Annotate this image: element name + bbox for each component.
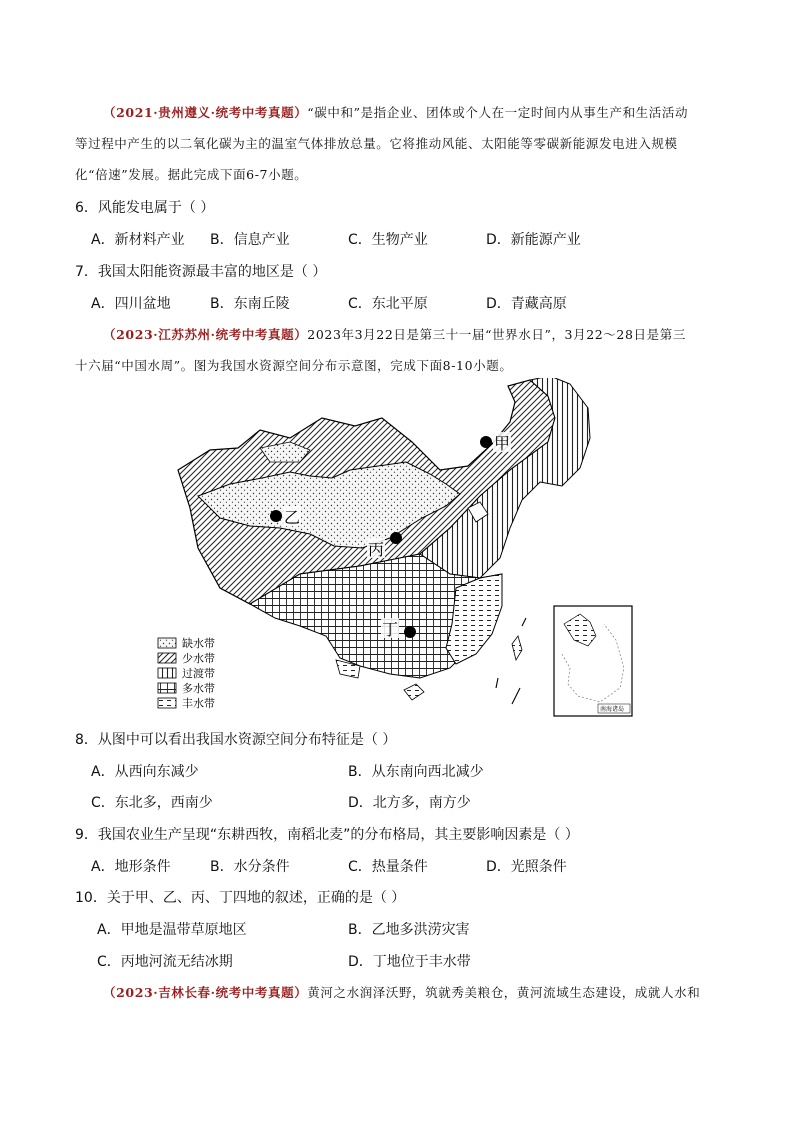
label-jia: 甲 xyxy=(494,434,511,453)
q8-option-a[interactable]: A．从西向东减少 xyxy=(91,764,199,780)
question-8-stem: 8．从图中可以看出我国水资源空间分布特征是（ ） xyxy=(75,732,397,748)
legend-little: 少水带 xyxy=(182,652,215,665)
inset-label: 南海诸岛 xyxy=(600,706,625,713)
south-sea-inset xyxy=(554,606,632,716)
q9-option-d[interactable]: D．光照条件 xyxy=(486,859,567,875)
passage-3-line-1 xyxy=(103,983,700,1001)
legend-transition: 过渡带 xyxy=(182,667,215,680)
q6-option-c[interactable]: C．生物产业 xyxy=(348,232,428,248)
q10-option-c[interactable]: C．丙地河流无结冰期 xyxy=(97,954,233,970)
passage-1-line-3: 化“倍速”发展。据此完成下面6-7小题。 xyxy=(75,167,308,182)
passage-2-line-1 xyxy=(103,325,686,343)
q6-option-d[interactable]: D．新能源产业 xyxy=(486,232,581,248)
china-water-resource-map xyxy=(150,378,640,720)
q7-option-d[interactable]: D．青藏高原 xyxy=(486,296,567,312)
place-jia xyxy=(480,432,511,453)
q8-option-b[interactable]: B．从东南向西北减少 xyxy=(348,764,484,780)
q7-option-c[interactable]: C．东北平原 xyxy=(348,296,428,312)
passage-1-line-2: 等过程中产生的以二氧化碳为主的温室气体排放总量。它将推动风能、太阳能等零碳新能源发电进入规模 xyxy=(75,136,678,151)
q7-option-a[interactable]: A．四川盆地 xyxy=(91,296,171,312)
passage-1-text-1: “碳中和”是指企业、团体或个人在一定时间内从事生产和生活活动 xyxy=(307,105,689,120)
q10-option-b[interactable]: B．乙地多洪涝灾害 xyxy=(348,922,470,938)
q6-option-b[interactable]: B．信息产业 xyxy=(210,232,290,248)
source-tag-3: （2023·吉林长春·统考中考真题） xyxy=(103,985,308,1000)
q9-option-b[interactable]: B．水分条件 xyxy=(210,859,290,875)
q7-option-b[interactable]: B．东南丘陵 xyxy=(210,296,290,312)
question-10-stem: 10．关于甲、乙、丙、丁四地的叙述，正确的是（ ） xyxy=(75,890,406,906)
q9-option-c[interactable]: C．热量条件 xyxy=(348,859,428,875)
q9-option-a[interactable]: A．地形条件 xyxy=(91,859,171,875)
map-legend xyxy=(158,636,215,710)
label-bing: 丙 xyxy=(368,540,385,559)
question-9-stem: 9．我国农业生产呈现“东耕西牧，南稻北麦”的分布格局，其主要影响因素是（ ） xyxy=(75,827,579,843)
question-6-stem: 6．风能发电属于（ ） xyxy=(75,200,215,216)
passage-2-line-2: 十六届“中国水周”。图为我国水资源空间分布示意图，完成下面8-10小题。 xyxy=(75,358,513,373)
passage-2-text-1: 2023年3月22日是第三十一届“世界水日”，3月22～28日是第三 xyxy=(307,327,686,342)
passage-3-text-1: 黄河之水润泽沃野，筑就秀美粮仓，黄河流域生态建设，成就人水和 xyxy=(307,985,701,1000)
legend-much: 多水带 xyxy=(182,682,215,695)
q8-option-d[interactable]: D．北方多，南方少 xyxy=(348,795,471,811)
q10-option-a[interactable]: A．甲地是温带草原地区 xyxy=(97,922,247,938)
label-ding: 丁 xyxy=(382,620,399,639)
source-tag-1: （2021·贵州遵义·统考中考真题） xyxy=(103,105,308,120)
q6-option-a[interactable]: A．新材料产业 xyxy=(91,232,185,248)
question-7-stem: 7．我国太阳能资源最丰富的地区是（ ） xyxy=(75,264,327,280)
q10-option-d[interactable]: D．丁地位于丰水带 xyxy=(348,954,471,970)
legend-lack: 缺水带 xyxy=(182,637,215,650)
label-yi: 乙 xyxy=(284,508,301,527)
map-svg xyxy=(150,378,640,720)
legend-rich: 丰水带 xyxy=(182,697,215,710)
passage-1-line-1 xyxy=(103,103,688,121)
source-tag-2: （2023·江苏苏州·统考中考真题） xyxy=(103,327,308,342)
q8-option-c[interactable]: C．东北多，西南少 xyxy=(91,795,213,811)
